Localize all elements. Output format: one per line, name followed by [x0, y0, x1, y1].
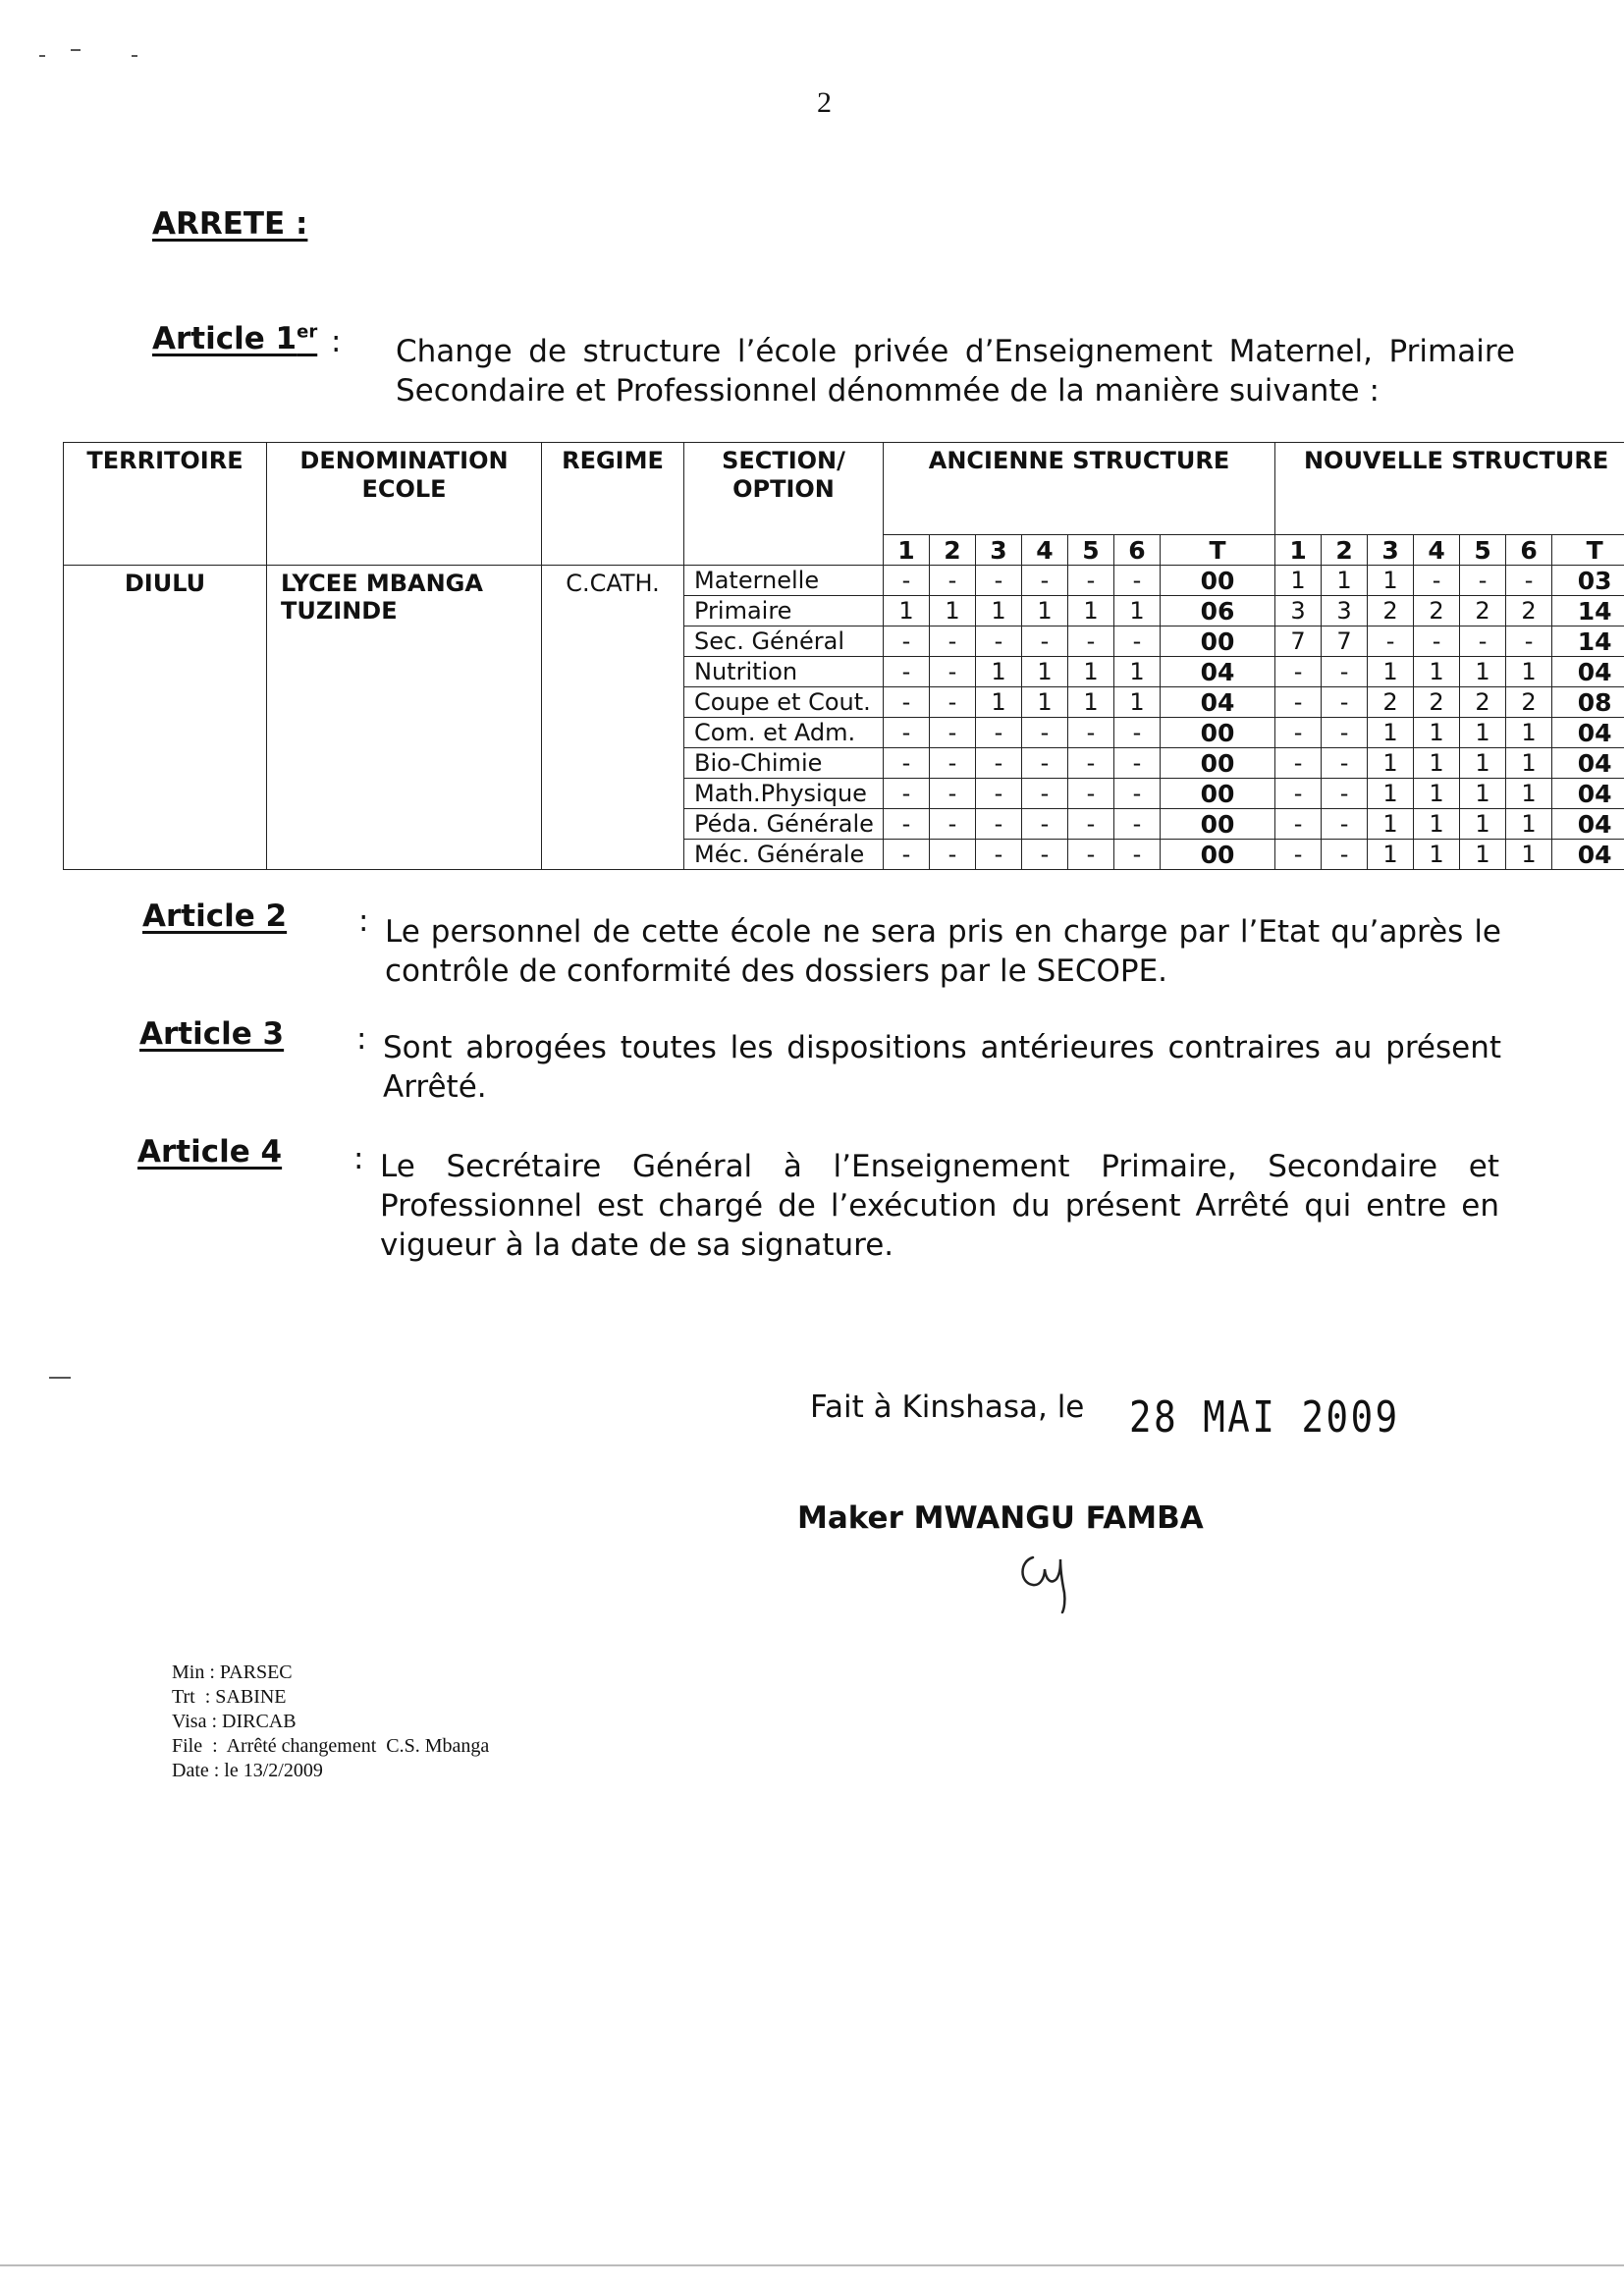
nouvelle-count-cell: -	[1275, 809, 1322, 840]
place-of-signing: Fait à Kinshasa, le	[810, 1389, 1085, 1425]
nouvelle-count-cell: 1	[1275, 566, 1322, 596]
header-section-option: SECTION/ OPTION	[684, 443, 884, 566]
ancienne-col-total: T	[1161, 535, 1275, 566]
section-option-cell: Bio-Chimie	[684, 748, 884, 779]
ancienne-count-cell: -	[1114, 626, 1161, 657]
date-stamp: 28 MAI 2009	[1129, 1392, 1400, 1443]
nouvelle-count-cell: 3	[1275, 596, 1322, 626]
nouvelle-count-cell: 1	[1368, 718, 1414, 748]
ancienne-count-cell: -	[1114, 809, 1161, 840]
ancienne-count-cell: 1	[1022, 596, 1068, 626]
nouvelle-total-cell: 04	[1552, 718, 1624, 748]
nouvelle-count-cell: -	[1460, 566, 1506, 596]
nouvelle-count-cell: 1	[1368, 748, 1414, 779]
ancienne-count-cell: 1	[884, 596, 930, 626]
nouvelle-count-cell: 2	[1460, 596, 1506, 626]
nouvelle-col-5: 5	[1460, 535, 1506, 566]
article-4-line-1: Le Secrétaire Général à l’Enseignement Primaire, Secondaire et	[380, 1149, 1499, 1184]
article-1-line-1: Change de structure l’école privée d’Enseignement Maternel, Primaire	[396, 334, 1515, 369]
nouvelle-total-cell: 04	[1552, 748, 1624, 779]
ancienne-count-cell: -	[1022, 779, 1068, 809]
nouvelle-total-cell: 04	[1552, 840, 1624, 870]
ancienne-total-cell: 00	[1161, 748, 1275, 779]
nouvelle-count-cell: 2	[1506, 596, 1552, 626]
ancienne-total-cell: 04	[1161, 687, 1275, 718]
section-option-cell: Com. et Adm.	[684, 718, 884, 748]
nouvelle-count-cell: -	[1322, 748, 1368, 779]
article-2-colon: :	[358, 903, 369, 939]
footer-date: Date : le 13/2/2009	[172, 1760, 323, 1781]
nouvelle-count-cell: -	[1275, 779, 1322, 809]
ancienne-count-cell: -	[1022, 718, 1068, 748]
scan-speck	[49, 1377, 71, 1379]
ancienne-count-cell: 1	[1068, 657, 1114, 687]
ancienne-count-cell: -	[976, 626, 1022, 657]
nouvelle-count-cell: -	[1414, 626, 1460, 657]
ancienne-count-cell: -	[930, 718, 976, 748]
nouvelle-count-cell: 1	[1506, 748, 1552, 779]
nouvelle-count-cell: 7	[1275, 626, 1322, 657]
article-3-line-2: Arrêté.	[383, 1069, 487, 1105]
ancienne-count-cell: 1	[930, 596, 976, 626]
ancienne-count-cell: -	[884, 657, 930, 687]
nouvelle-count-cell: 1	[1506, 779, 1552, 809]
nouvelle-count-cell: -	[1322, 687, 1368, 718]
ancienne-total-cell: 00	[1161, 809, 1275, 840]
ancienne-count-cell: -	[884, 840, 930, 870]
nouvelle-col-1: 1	[1275, 535, 1322, 566]
nouvelle-col-2: 2	[1322, 535, 1368, 566]
ancienne-count-cell: -	[1114, 779, 1161, 809]
nouvelle-count-cell: 1	[1460, 809, 1506, 840]
ancienne-count-cell: -	[1068, 840, 1114, 870]
nouvelle-count-cell: 1	[1368, 840, 1414, 870]
territoire-cell: DIULU	[64, 566, 267, 870]
nouvelle-count-cell: -	[1275, 657, 1322, 687]
ancienne-total-cell: 00	[1161, 718, 1275, 748]
ancienne-count-cell: -	[884, 809, 930, 840]
nouvelle-count-cell: -	[1506, 626, 1552, 657]
article-1-text	[396, 332, 1515, 410]
denomination-cell: LYCEE MBANGA TUZINDE	[267, 566, 542, 870]
nouvelle-col-6: 6	[1506, 535, 1552, 566]
nouvelle-count-cell: -	[1322, 657, 1368, 687]
ancienne-count-cell: -	[1068, 779, 1114, 809]
ancienne-count-cell: -	[1068, 809, 1114, 840]
ancienne-count-cell: -	[1068, 566, 1114, 596]
nouvelle-total-cell: 04	[1552, 657, 1624, 687]
ancienne-count-cell: -	[976, 566, 1022, 596]
table-row	[64, 566, 1624, 596]
ancienne-count-cell: -	[930, 657, 976, 687]
ancienne-count-cell: -	[930, 626, 976, 657]
ancienne-count-cell: -	[884, 779, 930, 809]
nouvelle-count-cell: 2	[1368, 687, 1414, 718]
footer-visa: Visa : DIRCAB	[172, 1711, 297, 1732]
nouvelle-count-cell: -	[1322, 840, 1368, 870]
ancienne-count-cell: -	[884, 718, 930, 748]
nouvelle-count-cell: 1	[1460, 779, 1506, 809]
ancienne-count-cell: -	[1022, 626, 1068, 657]
ancienne-count-cell: -	[930, 566, 976, 596]
section-option-cell: Math.Physique	[684, 779, 884, 809]
footer-trt: Trt : SABINE	[172, 1686, 287, 1708]
ancienne-count-cell: -	[1022, 748, 1068, 779]
ancienne-total-cell: 00	[1161, 840, 1275, 870]
section-option-cell: Coupe et Cout.	[684, 687, 884, 718]
article-2-line-2: contrôle de conformité des dossiers par le SECOPE.	[385, 953, 1168, 989]
ancienne-count-cell: -	[1114, 566, 1161, 596]
scan-speck	[132, 55, 137, 57]
nouvelle-count-cell: 2	[1368, 596, 1414, 626]
header-territoire: TERRITOIRE	[64, 443, 267, 566]
scan-speck	[39, 55, 45, 57]
article-1-label	[152, 321, 317, 356]
nouvelle-count-cell: -	[1414, 566, 1460, 596]
nouvelle-count-cell: 1	[1506, 809, 1552, 840]
nouvelle-count-cell: -	[1460, 626, 1506, 657]
article-1-line-2: Secondaire et Professionnel dénommée de la manière suivante :	[396, 373, 1380, 409]
article-4-text	[380, 1147, 1499, 1265]
ancienne-count-cell: -	[930, 840, 976, 870]
ancienne-count-cell: -	[976, 718, 1022, 748]
nouvelle-count-cell: 1	[1414, 840, 1460, 870]
ancienne-total-cell: 04	[1161, 657, 1275, 687]
ancienne-count-cell: 1	[1114, 687, 1161, 718]
article-4-label: Article 4	[137, 1134, 283, 1170]
scan-speck	[71, 49, 81, 51]
nouvelle-count-cell: 1	[1414, 779, 1460, 809]
nouvelle-count-cell: 1	[1414, 748, 1460, 779]
nouvelle-count-cell: 1	[1460, 840, 1506, 870]
nouvelle-col-total: T	[1552, 535, 1624, 566]
ancienne-col-3: 3	[976, 535, 1022, 566]
header-ancienne-structure: ANCIENNE STRUCTURE	[884, 443, 1275, 535]
article-4-colon: :	[353, 1141, 364, 1176]
ancienne-count-cell: -	[930, 748, 976, 779]
nouvelle-count-cell: 1	[1368, 566, 1414, 596]
ancienne-total-cell: 00	[1161, 779, 1275, 809]
ancienne-count-cell: 1	[976, 596, 1022, 626]
header-denomination: DENOMINATION ECOLE	[267, 443, 542, 566]
nouvelle-count-cell: -	[1322, 779, 1368, 809]
ancienne-count-cell: -	[976, 748, 1022, 779]
signatory-name: Maker MWANGU FAMBA	[797, 1500, 1204, 1536]
handwritten-signature	[1011, 1548, 1100, 1616]
nouvelle-count-cell: -	[1506, 566, 1552, 596]
ancienne-count-cell: 1	[1068, 596, 1114, 626]
nouvelle-count-cell: -	[1275, 718, 1322, 748]
page-number: 2	[817, 86, 832, 119]
nouvelle-total-cell: 14	[1552, 596, 1624, 626]
ancienne-total-cell: 00	[1161, 566, 1275, 596]
article-3-text	[383, 1028, 1501, 1107]
ancienne-total-cell: 00	[1161, 626, 1275, 657]
ancienne-count-cell: 1	[1022, 657, 1068, 687]
ancienne-col-2: 2	[930, 535, 976, 566]
nouvelle-count-cell: 1	[1414, 657, 1460, 687]
ancienne-count-cell: -	[930, 779, 976, 809]
ancienne-col-5: 5	[1068, 535, 1114, 566]
ancienne-col-6: 6	[1114, 535, 1161, 566]
article-1-label-text: Article 1	[152, 321, 298, 356]
article-2-line-1: Le personnel de cette école ne sera pris en charge par l’Etat qu’après le	[385, 914, 1501, 950]
nouvelle-count-cell: 1	[1414, 809, 1460, 840]
ancienne-count-cell: 1	[1114, 657, 1161, 687]
article-2-label: Article 2	[142, 899, 288, 934]
nouvelle-count-cell: 1	[1322, 566, 1368, 596]
ancienne-count-cell: -	[1068, 748, 1114, 779]
ancienne-count-cell: 1	[1068, 687, 1114, 718]
nouvelle-count-cell: -	[1322, 718, 1368, 748]
nouvelle-count-cell: 1	[1368, 779, 1414, 809]
ancienne-count-cell: -	[976, 840, 1022, 870]
nouvelle-count-cell: 1	[1506, 657, 1552, 687]
nouvelle-total-cell: 08	[1552, 687, 1624, 718]
section-option-cell: Sec. Général	[684, 626, 884, 657]
section-option-cell: Primaire	[684, 596, 884, 626]
decree-heading: ARRETE :	[152, 206, 308, 242]
school-structure-table	[63, 442, 1624, 870]
nouvelle-col-4: 4	[1414, 535, 1460, 566]
nouvelle-count-cell: 2	[1414, 596, 1460, 626]
nouvelle-total-cell: 04	[1552, 809, 1624, 840]
footer-file: File : Arrêté changement C.S. Mbanga	[172, 1735, 490, 1757]
nouvelle-count-cell: 1	[1368, 657, 1414, 687]
ancienne-count-cell: -	[930, 809, 976, 840]
article-3-label: Article 3	[139, 1016, 285, 1052]
ancienne-count-cell: 1	[976, 657, 1022, 687]
ancienne-count-cell: 1	[1114, 596, 1161, 626]
section-option-cell: Péda. Générale	[684, 809, 884, 840]
ancienne-count-cell: 1	[1022, 687, 1068, 718]
nouvelle-total-cell: 04	[1552, 779, 1624, 809]
footer-references	[172, 1661, 489, 1783]
nouvelle-count-cell: -	[1275, 687, 1322, 718]
nouvelle-count-cell: -	[1275, 840, 1322, 870]
nouvelle-count-cell: 1	[1368, 809, 1414, 840]
article-4-line-2: Professionnel est chargé de l’exécution du présent Arrêté qui entre en	[380, 1188, 1499, 1224]
article-1-colon: :	[331, 324, 342, 359]
ancienne-count-cell: -	[884, 626, 930, 657]
ancienne-col-4: 4	[1022, 535, 1068, 566]
ancienne-count-cell: -	[1022, 840, 1068, 870]
nouvelle-total-cell: 03	[1552, 566, 1624, 596]
ancienne-count-cell: -	[1068, 718, 1114, 748]
header-regime: REGIME	[542, 443, 684, 566]
nouvelle-count-cell: 1	[1460, 748, 1506, 779]
scan-bottom-edge	[0, 2264, 1624, 2266]
nouvelle-count-cell: 2	[1414, 687, 1460, 718]
nouvelle-count-cell: 1	[1506, 840, 1552, 870]
ancienne-count-cell: -	[884, 566, 930, 596]
nouvelle-count-cell: -	[1275, 748, 1322, 779]
section-option-cell: Nutrition	[684, 657, 884, 687]
article-4-line-3: vigueur à la date de sa signature.	[380, 1227, 894, 1263]
article-3-colon: :	[356, 1021, 367, 1057]
section-option-cell: Maternelle	[684, 566, 884, 596]
section-option-cell: Méc. Générale	[684, 840, 884, 870]
ancienne-count-cell: -	[976, 809, 1022, 840]
ancienne-count-cell: -	[1022, 809, 1068, 840]
footer-min: Min : PARSEC	[172, 1662, 293, 1683]
nouvelle-count-cell: 1	[1460, 657, 1506, 687]
regime-cell: C.CATH.	[542, 566, 684, 870]
nouvelle-count-cell: 1	[1506, 718, 1552, 748]
nouvelle-count-cell: 3	[1322, 596, 1368, 626]
ancienne-count-cell: -	[1114, 748, 1161, 779]
nouvelle-count-cell: -	[1368, 626, 1414, 657]
nouvelle-count-cell: -	[1322, 809, 1368, 840]
ancienne-count-cell: -	[1114, 840, 1161, 870]
nouvelle-count-cell: 2	[1460, 687, 1506, 718]
ancienne-count-cell: 1	[976, 687, 1022, 718]
nouvelle-total-cell: 14	[1552, 626, 1624, 657]
ancienne-count-cell: -	[884, 687, 930, 718]
ancienne-count-cell: -	[930, 687, 976, 718]
ancienne-col-1: 1	[884, 535, 930, 566]
ancienne-count-cell: -	[1068, 626, 1114, 657]
article-1-superscript: er	[297, 321, 318, 343]
ancienne-count-cell: -	[976, 779, 1022, 809]
nouvelle-count-cell: 2	[1506, 687, 1552, 718]
nouvelle-col-3: 3	[1368, 535, 1414, 566]
ancienne-count-cell: -	[1022, 566, 1068, 596]
ancienne-count-cell: -	[884, 748, 930, 779]
article-3-line-1: Sont abrogées toutes les dispositions antérieures contraires au présent	[383, 1030, 1501, 1065]
header-nouvelle-structure: NOUVELLE STRUCTURE	[1275, 443, 1624, 535]
ancienne-total-cell: 06	[1161, 596, 1275, 626]
ancienne-count-cell: -	[1114, 718, 1161, 748]
nouvelle-count-cell: 7	[1322, 626, 1368, 657]
nouvelle-count-cell: 1	[1460, 718, 1506, 748]
article-2-text	[385, 912, 1501, 991]
nouvelle-count-cell: 1	[1414, 718, 1460, 748]
